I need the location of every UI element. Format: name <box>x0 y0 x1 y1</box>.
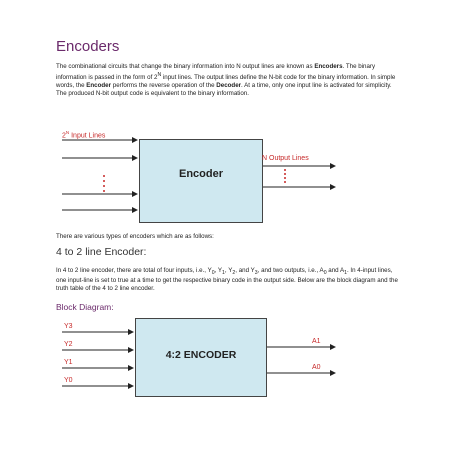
encoder42-output-arrows <box>267 347 335 373</box>
types-text: There are various types of encoders which are as follows: <box>56 233 214 240</box>
encoder-input-arrows <box>62 140 137 210</box>
output-lines-label: N Output Lines <box>262 155 309 162</box>
input-label-y3: Y3 <box>64 323 73 330</box>
intro-paragraph: The combinational circuits that change the binary information into N output lines are known as Encoders. The binary information is passed in the form of $2^N$ input lines. The output lines define the N-bit code for the binary information. In simple words, the Encoder performs the reverse operation of the Decoder. At a time, only one input line is activated for simplicity. The produced N-bit output code is equivalent to the binary information. <box>56 63 396 98</box>
input-label-y2: Y2 <box>64 341 73 348</box>
block-diagram-heading: Block Diagram: <box>56 302 114 312</box>
input-lines-label: $2^N$ Input Lines <box>62 130 106 140</box>
encoder-block-label: Encoder <box>178 168 223 180</box>
output-ellipsis-dots <box>284 169 286 183</box>
encoder-output-arrows <box>263 166 335 187</box>
encoder42-block-label: 4:2 ENCODER <box>165 349 237 361</box>
input-ellipsis-dots <box>103 175 105 192</box>
input-label-y0: Y0 <box>64 377 73 384</box>
section-heading: 4 to 2 line Encoder: <box>56 246 147 258</box>
output-label-a1: A1 <box>312 338 321 345</box>
section-paragraph: In 4 to 2 line encoder, there are total of four inputs, i.e., $Y_0$, $Y_1$, $Y_2$, and $Y_3$, and two outputs, i.e., $A_0$ and $A_1$. In 4-input lines, one input-line is set to true at a time to get the respective binary code in the output side. Below are the block diagram and the truth table of the 4 to 2 line encoder. <box>56 267 398 293</box>
output-label-a0: A0 <box>312 364 321 371</box>
page-title: Encoders <box>56 38 120 55</box>
input-label-y1: Y1 <box>64 359 73 366</box>
